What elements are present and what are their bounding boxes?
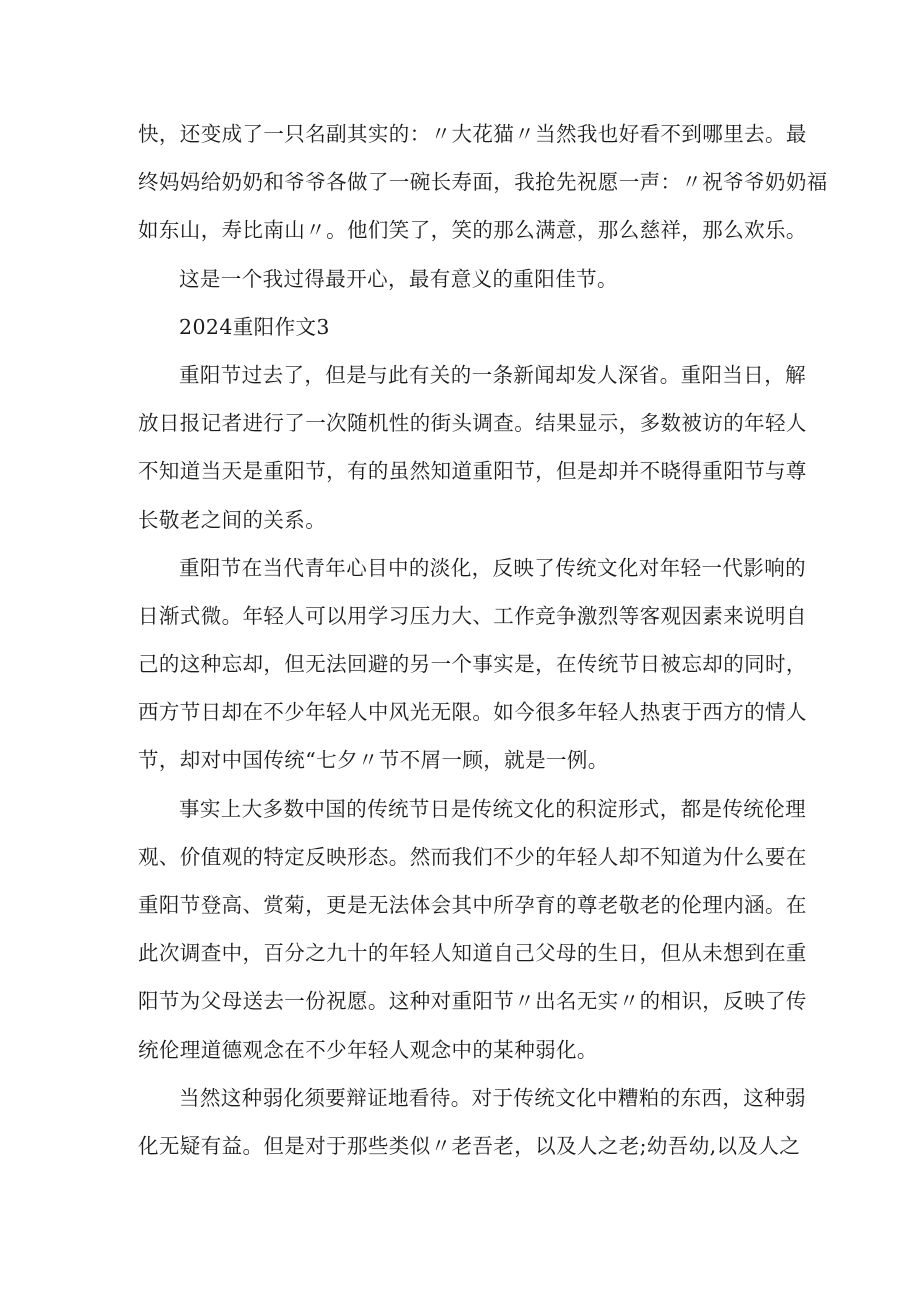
text-line: 如东山，寿比南山〃。他们笑了，笑的那么满意，那么慈祥，那么欢乐。	[138, 218, 807, 243]
paragraph-line: 这是一个我过得最开心，最有意义的重阳佳节。	[179, 266, 618, 291]
text-line: 长敬老之间的关系。	[138, 507, 327, 532]
text-line: 快，还变成了一只名副其实的：〃大花猫〃当然我也好看不到哪里去。最	[138, 122, 807, 146]
paragraph-line: 重阳节在当代青年心目中的淡化，反映了传统文化对年轻一代影响的	[179, 555, 806, 580]
text-line: 此次调查中，百分之九十的年轻人知道自己父母的生日，但从未想到在重	[138, 941, 807, 966]
text-line: 阳节为父母送去一份祝愿。这种对重阳节〃出名无实〃的相识，反映了传	[138, 989, 807, 1014]
text-line: 重阳节登高、赏菊，更是无法体会其中所孕育的尊老敬老的伦理内涵。在	[138, 893, 807, 917]
text-line: 节，却对中国传统“七夕〃节不屑一顾，就是一例。	[138, 748, 609, 773]
text-line: 不知道当天是重阳节，有的虽然知道重阳节，但是却并不晓得重阳节与尊	[138, 459, 807, 484]
paragraph-line: 事实上大多数中国的传统节日是传统文化的积淀形式，都是传统伦理	[179, 796, 806, 821]
document-body	[138, 114, 828, 1174]
text-line: 日渐式微。年轻人可以用学习压力大、工作竞争激烈等客观因素来说明自	[138, 603, 807, 628]
text-line: 西方节日却在不少年轻人中风光无限。如今很多年轻人热衷于西方的情人	[138, 700, 807, 725]
paragraph-line: 重阳节过去了，但是与此有关的一条新闻却发人深省。重阳当日，解	[179, 362, 806, 387]
text-line: 终妈妈给奶奶和爷爷各做了一碗长寿面，我抢先祝愿一声：〃祝爷爷奶奶福	[138, 170, 828, 195]
section-heading: 2024重阳作文3	[179, 314, 330, 339]
text-line: 化无疑有益。但是对于那些类似〃老吾老，以及人之老;幼吾幼,以及人之	[138, 1133, 801, 1158]
text-line: 观、价值观的特定反映形态。然而我们不少的年轻人却不知道为什么要在	[138, 844, 807, 869]
text-line: 放日报记者进行了一次随机性的街头调查。结果显示，多数被访的年轻人	[138, 411, 807, 436]
paragraph-line: 当然这种弱化须要辩证地看待。对于传统文化中糟粕的东西，这种弱	[179, 1085, 806, 1110]
text-line: 统伦理道德观念在不少年轻人观念中的某种弱化。	[138, 1037, 598, 1062]
text-line: 己的这种忘却，但无法回避的另一个事实是，在传统节日被忘却的同时，	[138, 652, 807, 677]
